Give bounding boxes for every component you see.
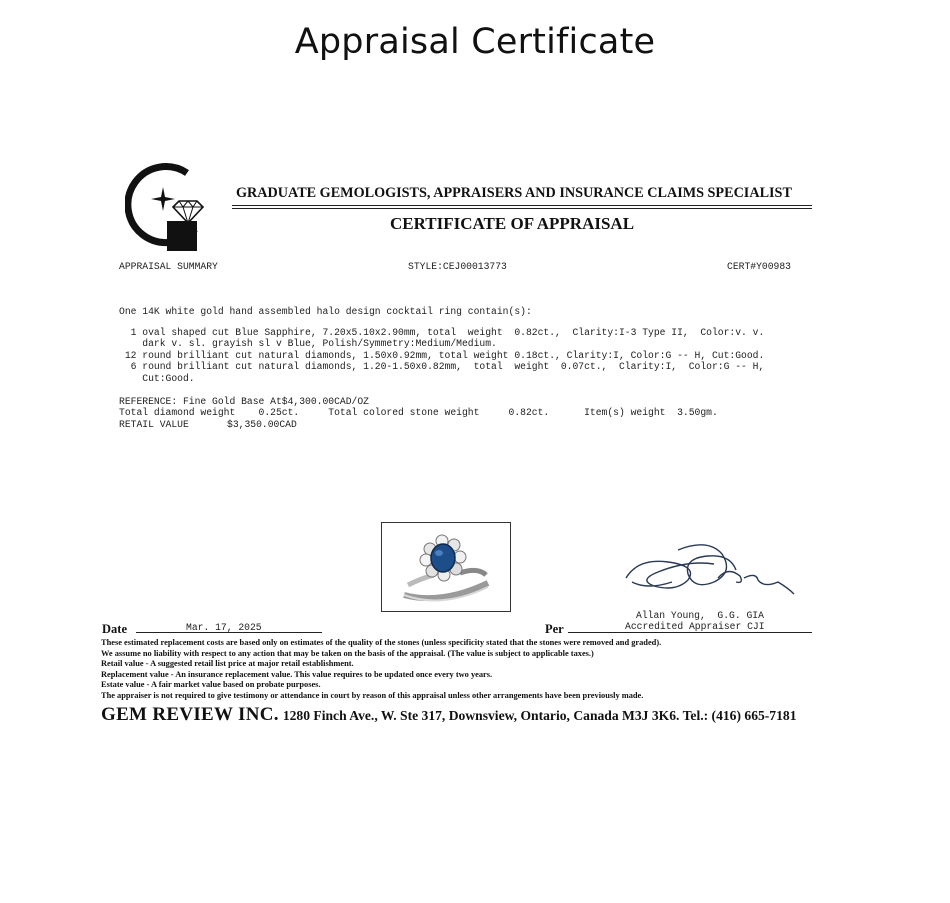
description-line: 12 round brilliant cut natural diamonds, 1.50x0.92mm, total weight 0.18ct., Clarity:I, Color:G -- H, Cut:Good. — [119, 350, 765, 361]
appraiser-name: Allan Young, G.G. GIA — [636, 610, 764, 621]
diamond-icon — [173, 201, 203, 223]
notes-block — [101, 638, 661, 702]
note-line: We assume no liability with respect to any action that may be taken on the basis of the appraisal. (The value is subject to applicable taxes.) — [101, 648, 594, 658]
retail-value: $3,350.00CAD — [227, 419, 297, 430]
description-line: Cut:Good. — [119, 373, 195, 384]
note-line: Estate value - A fair market value based on probate purposes. — [101, 680, 321, 690]
weights-line: Total diamond weight 0.25ct. Total colored stone weight 0.82ct. Item(s) weight 3.50gm. — [119, 407, 718, 418]
description-intro: One 14K white gold hand assembled halo design cocktail ring contain(s): — [119, 306, 532, 317]
note-line: The appraiser is not required to give testimony or attendance in court by reason of this appraisal unless other arrangements have been previously made. — [101, 690, 644, 700]
sparkle-icon — [151, 187, 175, 211]
description-line: dark v. sl. grayish sl v Blue, Polish/Symmetry:Medium/Medium. — [119, 338, 497, 349]
ring-photo — [381, 522, 511, 612]
footer — [101, 704, 797, 726]
note-line: Replacement value - An insurance replacement value. This value requires to be updated once every two years. — [101, 669, 493, 679]
header-headline: GRADUATE GEMOLOGISTS, APPRAISERS AND INSURANCE CLAIMS SPECIALIST — [236, 185, 792, 201]
description-line: 6 round brilliant cut natural diamonds, 1.20-1.50x0.82mm, total weight 0.07ct., Clarity:I, Color:G -- H, — [119, 361, 765, 372]
description-line: 1 oval shaped cut Blue Sapphire, 7.20x5.10x2.90mm, total weight 0.82ct., Clarity:I-3 Type II, Color:v. v. — [119, 327, 765, 338]
appraiser-signature — [618, 538, 798, 610]
page-title: Appraisal Certificate — [294, 22, 656, 62]
retail-value-label: RETAIL VALUE — [119, 419, 189, 430]
certificate-title: CERTIFICATE OF APPRAISAL — [390, 214, 635, 233]
note-line: Retail value - A suggested retail list price at major retail establishment. — [101, 659, 354, 669]
date-label: Date — [102, 622, 127, 636]
signature-line — [568, 632, 812, 633]
style-number: STYLE:CEJ00013773 — [408, 261, 507, 272]
date-value: Mar. 17, 2025 — [186, 622, 262, 633]
appraiser-title: Accredited Appraiser CJI — [625, 621, 765, 632]
per-label: Per — [545, 622, 564, 636]
appraisal-summary-label: APPRAISAL SUMMARY — [119, 261, 218, 272]
cert-number: CERT#Y00983 — [727, 261, 791, 272]
note-line: These estimated replacement costs are based only on estimates of the quality of the stones (unless specificity stated that the stones were removed and graded). — [101, 638, 662, 647]
company-address: 1280 Finch Ave., W. Ste 317, Downsview, Ontario, Canada M3J 3K6. Tel.: (416) 665-7181 — [282, 708, 797, 723]
header-rule — [232, 208, 812, 209]
gemologist-logo — [125, 163, 211, 253]
sapphire-stone — [431, 544, 455, 572]
reference-line: REFERENCE: Fine Gold Base At$4,300.00CAD/OZ — [119, 396, 369, 407]
header-rule — [232, 205, 812, 206]
company-name: GEM REVIEW INC. — [101, 704, 279, 725]
